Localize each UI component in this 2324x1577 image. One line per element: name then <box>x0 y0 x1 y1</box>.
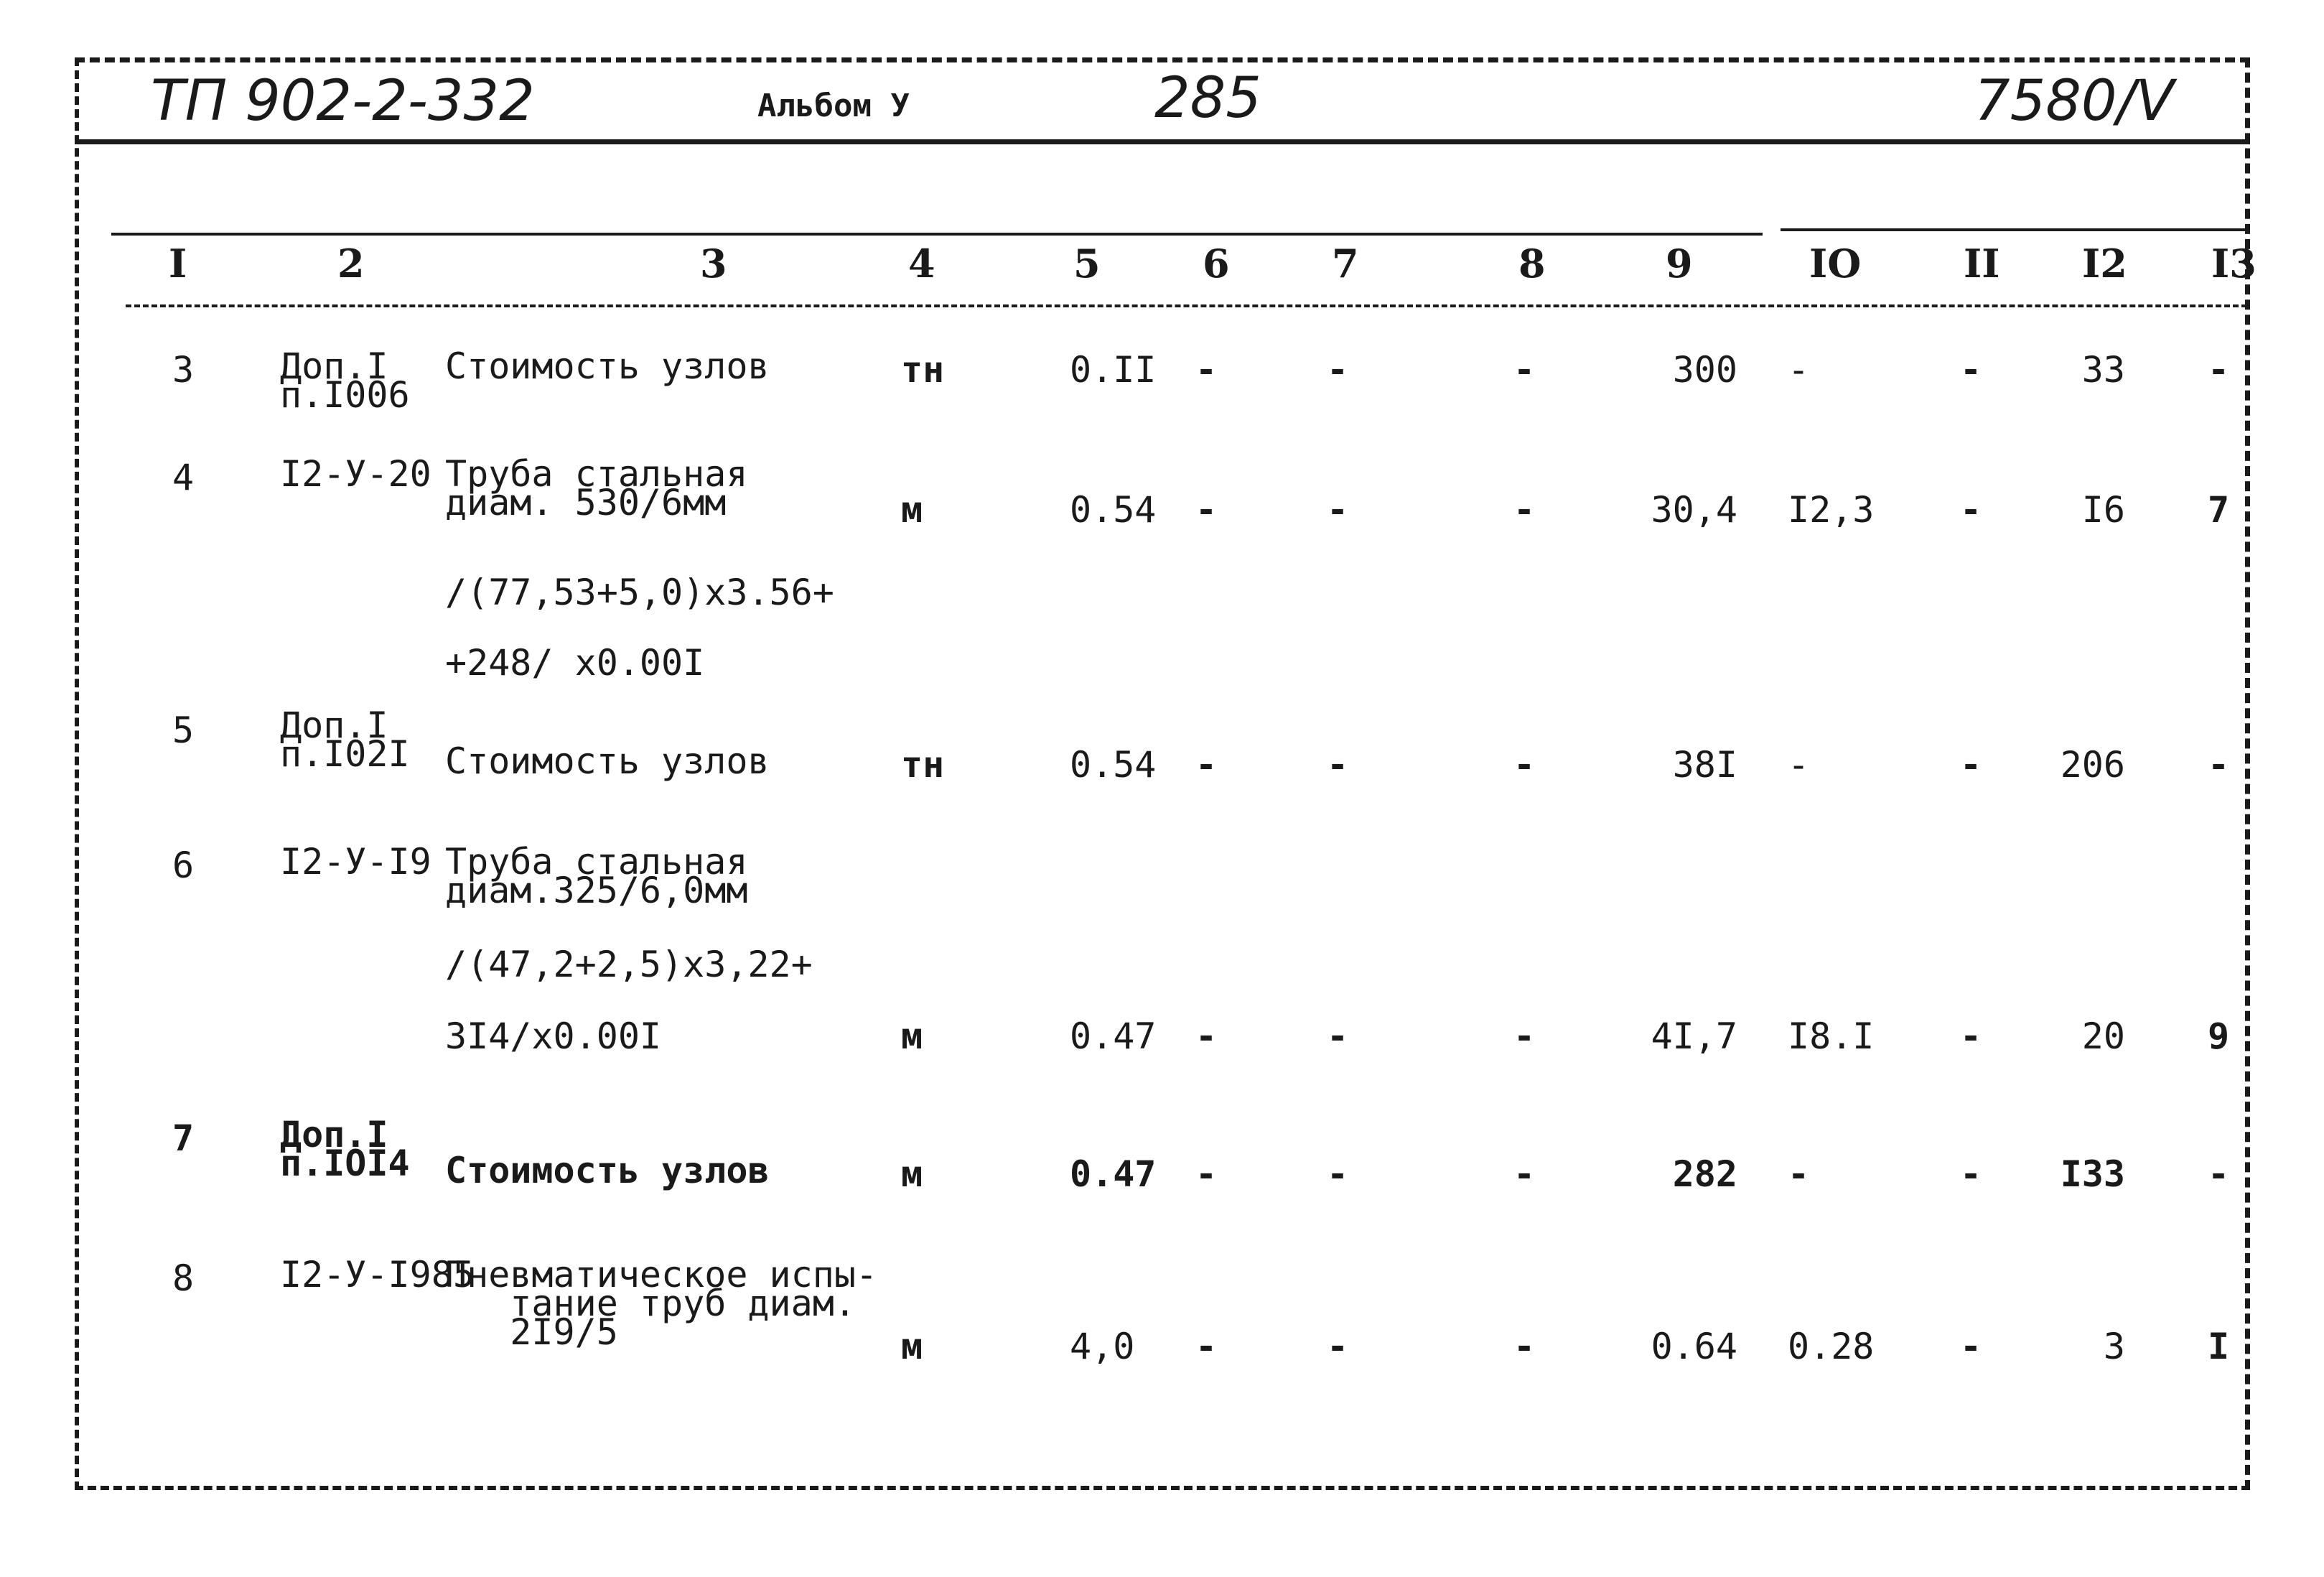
work-description: Стоимость узлов <box>445 345 770 387</box>
calculation-line: /(77,53+5,0)x3.56+ <box>445 572 834 613</box>
col12-value: 33 <box>2081 349 2125 391</box>
unit: м <box>901 1153 923 1195</box>
column-header: 6 <box>1203 241 1230 287</box>
col6-value: - <box>1195 489 1218 531</box>
col8-value: - <box>1513 1015 1536 1057</box>
work-description: Стоимость узлов <box>445 740 770 782</box>
reference-code: Доп.I п.I006 <box>280 345 410 416</box>
col10-value: I8.I <box>1788 1015 1875 1057</box>
col7-value: - <box>1327 1326 1349 1367</box>
quantity: 0.47 <box>1070 1153 1157 1195</box>
col10-value: - <box>1788 744 1810 786</box>
col12-value: 206 <box>2060 744 2125 786</box>
col11-value: - <box>1960 489 1982 531</box>
table-head-rule <box>126 304 2247 307</box>
column-header: IO <box>1809 241 1862 287</box>
column-header: 8 <box>1518 241 1546 287</box>
calculation-line: 3I4/x0.00I <box>445 1015 662 1057</box>
col6-value: - <box>1195 1326 1218 1367</box>
row-number: 5 <box>172 710 195 751</box>
col8-value: - <box>1513 349 1536 391</box>
col11-value: - <box>1960 1153 1982 1195</box>
col11-value: - <box>1960 1015 1982 1057</box>
reference-code: I2-У-20 <box>280 453 431 495</box>
calculation-line: +248/ x0.00I <box>445 642 705 684</box>
col9-value: 4I,7 <box>1651 1015 1737 1057</box>
unit: м <box>901 1015 923 1057</box>
col13-value: 9 <box>2208 1015 2230 1057</box>
col12-value: I33 <box>2060 1153 2125 1195</box>
col12-value: 20 <box>2081 1015 2125 1057</box>
reference-code: I2-У-I9 <box>280 841 431 883</box>
col8-value: - <box>1513 1153 1536 1195</box>
col7-value: - <box>1327 349 1349 391</box>
col8-value: - <box>1513 1326 1536 1367</box>
reference-code: I2-У-I985 <box>280 1254 475 1295</box>
project-code: ТП 902-2-332 <box>151 69 535 134</box>
col10-value: 0.28 <box>1788 1326 1875 1367</box>
column-header: 9 <box>1666 241 1693 287</box>
col10-value: I2,3 <box>1788 489 1875 531</box>
col6-value: - <box>1195 349 1218 391</box>
quantity: 0.47 <box>1070 1015 1157 1057</box>
col13-value: 7 <box>2208 489 2230 531</box>
col13-value: - <box>2208 1153 2230 1195</box>
quantity: 0.54 <box>1070 489 1157 531</box>
row-number: 6 <box>172 845 195 886</box>
col6-value: - <box>1195 1153 1218 1195</box>
work-description: Труба стальная диам.325/6,0мм <box>445 841 748 911</box>
col7-value: - <box>1327 1015 1349 1057</box>
col11-value: - <box>1960 1326 1982 1367</box>
quantity: 4,0 <box>1070 1326 1135 1367</box>
album-label: Альбом У <box>757 88 910 124</box>
col9-value: 282 <box>1672 1153 1737 1195</box>
col9-value: 30,4 <box>1651 489 1737 531</box>
col6-value: - <box>1195 744 1218 786</box>
col12-value: 3 <box>2103 1326 2125 1367</box>
col8-value: - <box>1513 489 1536 531</box>
col9-value: 300 <box>1672 349 1737 391</box>
column-header: 2 <box>337 241 365 287</box>
col7-value: - <box>1327 489 1349 531</box>
column-header: I3 <box>2211 241 2257 287</box>
unit: м <box>901 489 923 531</box>
col13-value: I <box>2208 1326 2230 1367</box>
row-number: 4 <box>172 457 195 498</box>
work-description: Труба стальная диам. 530/6мм <box>445 453 748 524</box>
column-header: 3 <box>700 241 727 287</box>
row-number: 8 <box>172 1257 195 1299</box>
sheet-number: 7580/V <box>1974 69 2175 134</box>
reference-code: Доп.I п.I02I <box>280 704 410 775</box>
col9-value: 38I <box>1672 744 1737 786</box>
quantity: 0.II <box>1070 349 1157 391</box>
quantity: 0.54 <box>1070 744 1157 786</box>
col13-value: - <box>2208 349 2230 391</box>
unit: м <box>901 1326 923 1367</box>
header-divider <box>75 139 2250 144</box>
col7-value: - <box>1327 744 1349 786</box>
row-number: 7 <box>172 1117 195 1159</box>
col10-value: - <box>1788 349 1810 391</box>
column-header: 5 <box>1073 241 1101 287</box>
col10-value: - <box>1788 1153 1810 1195</box>
col8-value: - <box>1513 744 1536 786</box>
column-header: I2 <box>2082 241 2127 287</box>
calculation-line: /(47,2+2,5)x3,22+ <box>445 944 813 985</box>
col11-value: - <box>1960 744 1982 786</box>
work-description: Пневматическое испы- тание труб диам. 2I9/5 <box>445 1254 878 1353</box>
row-number: 3 <box>172 349 195 391</box>
table-top-rule-right <box>1781 228 2247 231</box>
col13-value: - <box>2208 744 2230 786</box>
reference-code: Доп.I п.IOI4 <box>280 1114 410 1184</box>
col9-value: 0.64 <box>1651 1326 1737 1367</box>
work-description: Стоимость узлов <box>445 1150 770 1191</box>
unit: тн <box>901 744 945 786</box>
col7-value: - <box>1327 1153 1349 1195</box>
unit: тн <box>901 349 945 391</box>
page-number: 285 <box>1154 66 1261 131</box>
column-header: I <box>169 241 187 287</box>
column-header: II <box>1964 241 2000 287</box>
col11-value: - <box>1960 349 1982 391</box>
column-header: 4 <box>908 241 935 287</box>
col12-value: I6 <box>2081 489 2125 531</box>
col6-value: - <box>1195 1015 1218 1057</box>
column-header: 7 <box>1332 241 1359 287</box>
table-top-rule <box>111 233 1763 236</box>
